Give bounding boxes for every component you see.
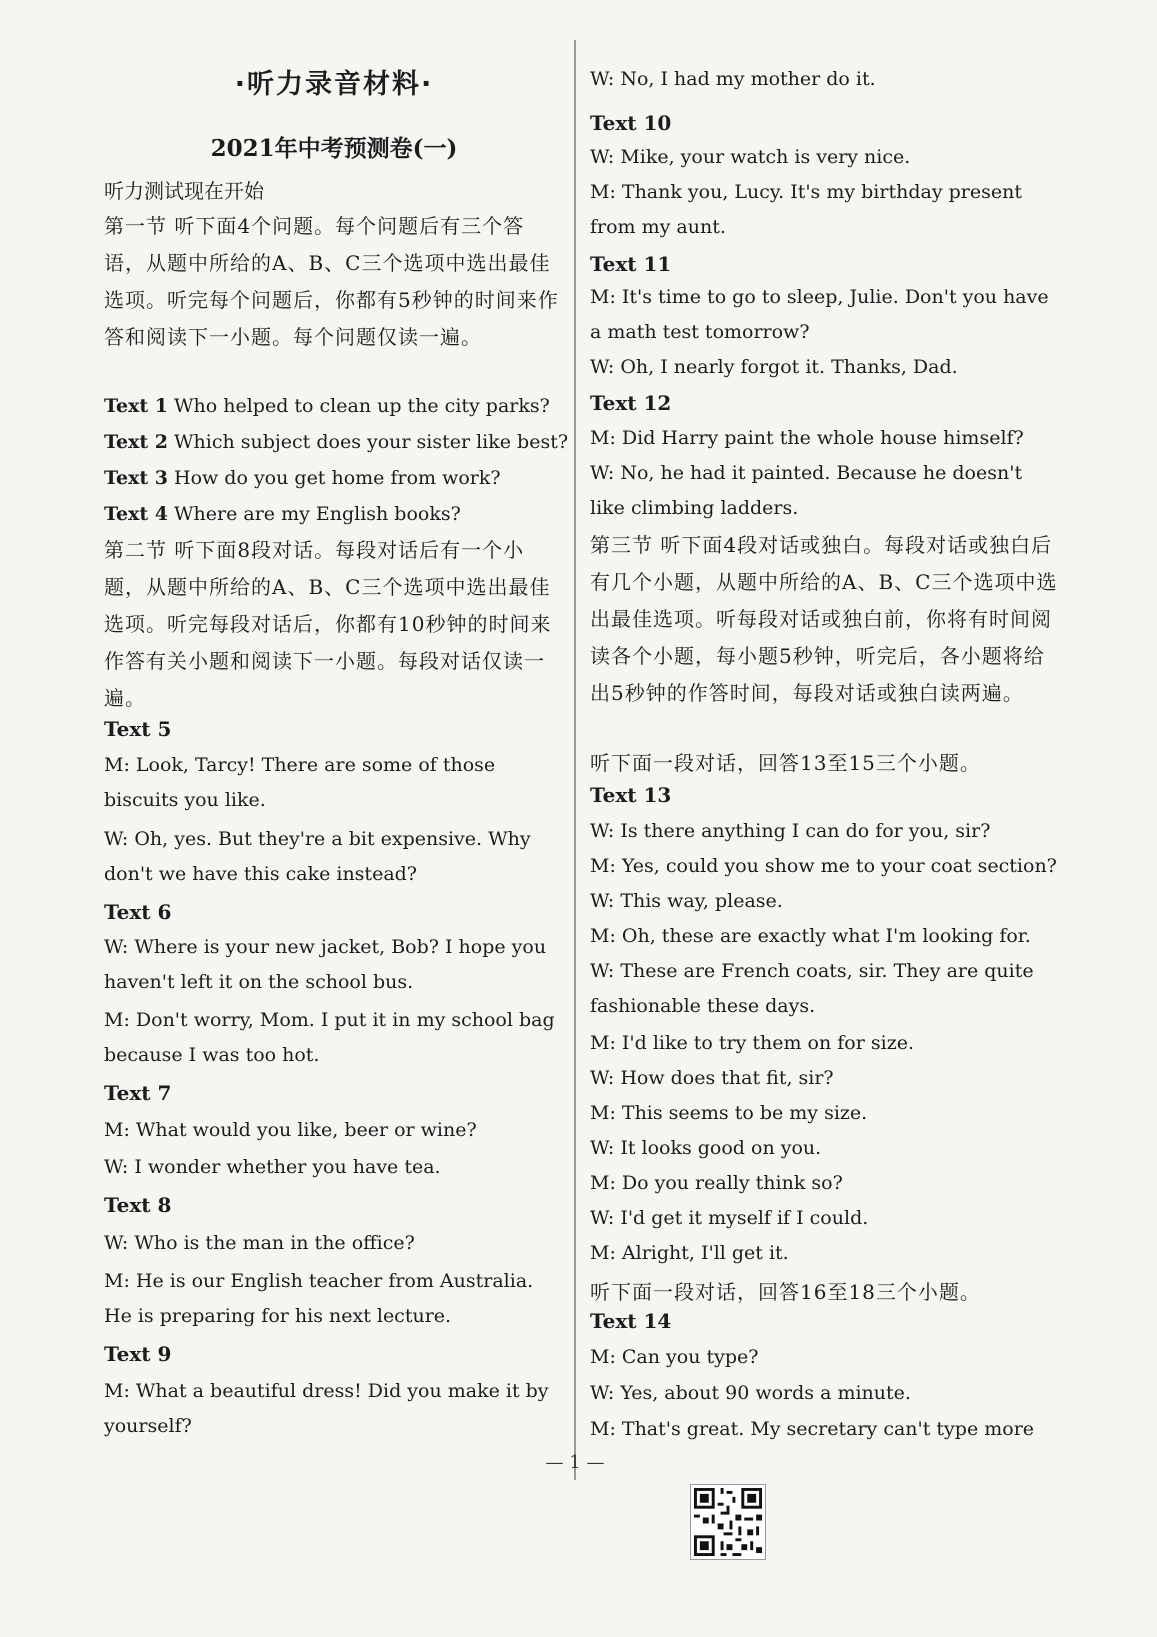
- text-8-line-2: M: He is our English teacher from Australia. He is preparing for his next lecture.: [104, 1270, 534, 1327]
- question-label: Text 4: [104, 503, 168, 525]
- text-12-heading: Text 12: [590, 391, 672, 415]
- question-body: How do you get home from work?: [174, 467, 501, 489]
- text-6-heading: Text 6: [104, 900, 172, 924]
- text-12-line-2: W: No, he had it painted. Because he doesn't like climbing ladders.: [590, 462, 1023, 519]
- text-14-heading: Text 14: [590, 1309, 672, 1333]
- text-13-line-7: W: How does that fit, sir?: [590, 1067, 834, 1089]
- question-label: Text 2: [104, 431, 168, 453]
- text-10-line-1: W: Mike, your watch is very nice.: [590, 146, 911, 168]
- question-label: Text 3: [104, 467, 168, 489]
- text-13-line-9: W: It looks good on you.: [590, 1137, 822, 1159]
- text-13-line-11: W: I'd get it myself if I could.: [590, 1207, 869, 1229]
- text-13-line-6: M: I'd like to try them on for size.: [590, 1032, 914, 1054]
- text-10-heading: Text 10: [590, 111, 672, 135]
- text-9-line-2: W: No, I had my mother do it.: [590, 68, 876, 90]
- text-5-line-1: M: Look, Tarcy! There are some of those biscuits you like.: [104, 754, 496, 811]
- section-3-instructions: 第三节 听下面4段对话或独白。每段对话或独白后有几个小题，从题中所给的A、B、C三个选项中选出最佳选项。听每段对话或独白前，你将有时间阅读各个小题，每小题5秒钟，听完后，各小题将给出5秒钟的作答时间，每段对话或独白读两遍。: [590, 533, 1058, 705]
- text-6-line-1: W: Where is your new jacket, Bob? I hope you haven't left it on the school bus.: [104, 936, 547, 993]
- text-7-line-2: W: I wonder whether you have tea.: [104, 1156, 441, 1178]
- text-5-heading: Text 5: [104, 717, 172, 741]
- question-body: Which subject does your sister like best?: [174, 431, 569, 453]
- text-7-heading: Text 7: [104, 1081, 172, 1105]
- question-text-2: [104, 424, 569, 460]
- text-5-line-2: W: Oh, yes. But they're a bit expensive. Why don't we have this cake instead?: [104, 828, 531, 885]
- text-14-line-2: W: Yes, about 90 words a minute.: [590, 1382, 911, 1404]
- page-number: — 1 —: [545, 1452, 605, 1473]
- section-1-instructions: 第一节 听下面4个问题。每个问题后有三个答语，从题中所给的A、B、C三个选项中选出最佳选项。听完每个问题后，你都有5秒钟的时间来作答和阅读下一小题。每个问题仅读一遍。: [104, 214, 559, 349]
- text-12-line-1: M: Did Harry paint the whole house himself?: [590, 427, 1024, 449]
- text-13-line-4: M: Oh, these are exactly what I'm looking for.: [590, 925, 1031, 947]
- section-2-instructions: 第二节 听下面8段对话。每段对话后有一个小题，从题中所给的A、B、C三个选项中选出最佳选项。听完每段对话后，你都有10秒钟的时间来作答有关小题和阅读下一小题。每段对话仅读一遍。: [104, 538, 552, 710]
- text-13-line-2: M: Yes, could you show me to your coat section?: [590, 855, 1057, 877]
- text-11-line-1: M: It's time to go to sleep, Julie. Don't you have a math test tomorrow?: [590, 286, 1049, 343]
- text-13-line-1: W: Is there anything I can do for you, sir?: [590, 820, 991, 842]
- text-10-line-2: M: Thank you, Lucy. It's my birthday present from my aunt.: [590, 181, 1022, 238]
- text-13-line-10: M: Do you really think so?: [590, 1172, 843, 1194]
- question-text-4: [104, 496, 564, 532]
- text-13-instructions: 听下面一段对话，回答13至15三个小题。: [590, 751, 981, 775]
- text-8-line-1: W: Who is the man in the office?: [104, 1232, 415, 1254]
- question-text-3: [104, 460, 564, 496]
- text-6-line-2: M: Don't worry, Mom. I put it in my school bag because I was too hot.: [104, 1009, 555, 1066]
- text-8-heading: Text 8: [104, 1193, 172, 1217]
- text-14-instructions: 听下面一段对话，回答16至18三个小题。: [590, 1280, 981, 1304]
- page-header: ·听力录音材料·: [234, 69, 434, 100]
- question-body: Who helped to clean up the city parks?: [174, 395, 550, 417]
- text-11-line-2: W: Oh, I nearly forgot it. Thanks, Dad.: [590, 356, 958, 378]
- text-13-line-12: M: Alright, I'll get it.: [590, 1242, 789, 1264]
- text-14-line-3: M: That's great. My secretary can't type more: [590, 1418, 1035, 1440]
- text-13-heading: Text 13: [590, 783, 672, 807]
- question-text-1: [104, 388, 564, 424]
- text-11-heading: Text 11: [590, 252, 672, 276]
- column-divider: [574, 40, 576, 1480]
- text-9-line-1: M: What a beautiful dress! Did you make it by yourself?: [104, 1380, 549, 1437]
- text-14-line-1: M: Can you type?: [590, 1346, 759, 1368]
- intro-text: 听力测试现在开始: [104, 179, 264, 203]
- text-13-line-3: W: This way, please.: [590, 890, 783, 912]
- text-9-heading: Text 9: [104, 1342, 172, 1366]
- text-13-line-5: W: These are French coats, sir. They are quite fashionable these days.: [590, 960, 1034, 1017]
- question-label: Text 1: [104, 395, 168, 417]
- question-body: Where are my English books?: [174, 503, 461, 525]
- text-13-line-8: M: This seems to be my size.: [590, 1102, 868, 1124]
- text-7-line-1: M: What would you like, beer or wine?: [104, 1119, 477, 1141]
- exam-title: 2021年中考预测卷(一): [210, 135, 458, 162]
- qr-code-icon: [690, 1484, 766, 1560]
